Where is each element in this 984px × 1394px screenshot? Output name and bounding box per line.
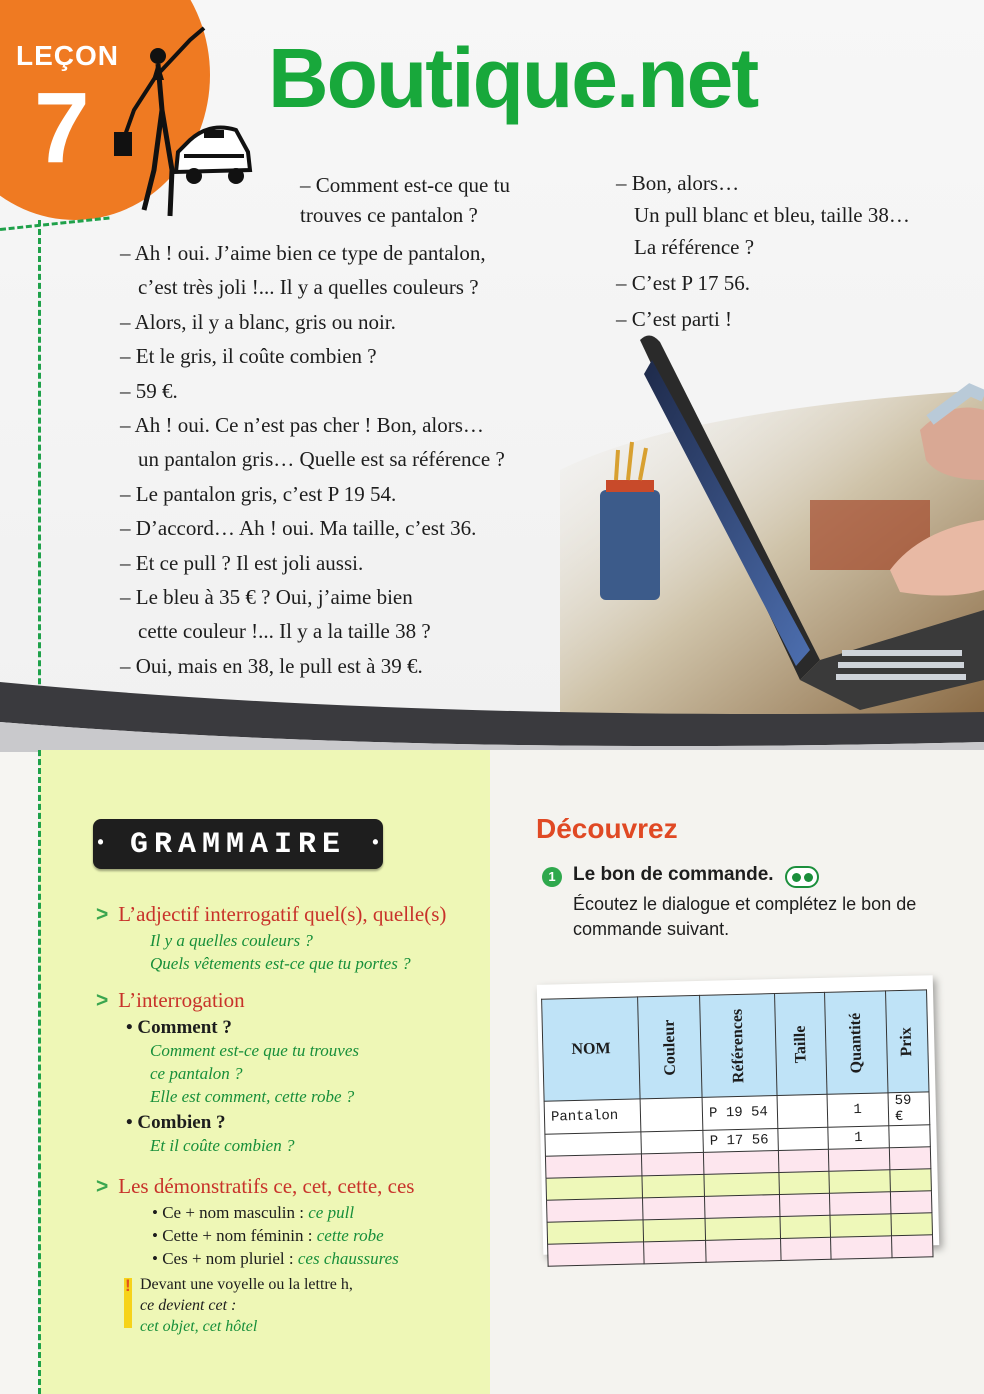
- table-row: Pantalon P 19 54 1 59 €: [544, 1092, 930, 1134]
- grammar-rule: • Cette + nom féminin : cette robe: [152, 1226, 384, 1245]
- grammar-example: Quels vêtements est-ce que tu portes ?: [150, 954, 411, 973]
- dialogue-line: – Le bleu à 35 € ? Oui, j’aime bien: [120, 585, 413, 610]
- grammar-section-demonstratifs: [96, 1174, 414, 1270]
- grammar-rule: • Ce + nom masculin : ce pull: [152, 1203, 355, 1222]
- grammar-example: Comment est-ce que tu trouves: [150, 1041, 359, 1060]
- audio-cd-icon: [785, 866, 819, 888]
- dialogue-line: – Et ce pull ? Il est joli aussi.: [120, 550, 364, 575]
- grammar-example: Il y a quelles couleurs ?: [150, 931, 313, 950]
- lesson-label: LEÇON: [16, 40, 119, 71]
- dialogue-line: – Bon, alors…: [616, 171, 740, 195]
- grammar-heading: > L’interrogation: [96, 988, 245, 1012]
- dialogue-line: trouves ce pantalon ?: [300, 203, 478, 227]
- dialogue-line: – D’accord… Ah ! oui. Ma taille, c’est 36.: [120, 516, 477, 541]
- grammar-badge: • GRAMMAIRE •: [93, 819, 383, 869]
- column-header-taille: Taille: [775, 992, 827, 1095]
- grammar-example: ce pantalon ?: [150, 1064, 243, 1083]
- grammar-heading: > Les démonstratifs ce, cet, cette, ces: [96, 1174, 415, 1198]
- discover-title: Découvrez: [536, 813, 678, 844]
- grammar-example: Et il coûte combien ?: [150, 1136, 295, 1155]
- grammar-subheading: • Comment ?: [126, 1017, 232, 1038]
- dialogue-line: – Alors, il y a blanc, gris ou noir.: [120, 309, 396, 334]
- activity-title: Le bon de commande.: [573, 864, 774, 885]
- column-header-prix: Prix: [885, 990, 928, 1093]
- dialogue-line: – C’est P 17 56.: [616, 271, 750, 295]
- dialogue-line: un pantalon gris… Quelle est sa référence ?: [138, 447, 505, 472]
- grammar-panel-edge: [40, 750, 90, 1394]
- grammar-subheading: • Combien ?: [126, 1112, 226, 1133]
- activity-instructions: Écoutez le dialogue et complétez le bon de commande suivant.: [573, 894, 917, 939]
- dialogue-line: – Le pantalon gris, c’est P 19 54.: [120, 481, 397, 506]
- activity-number: 1: [542, 867, 562, 887]
- order-table: [541, 989, 933, 1266]
- dialogue-line: – C’est parti !: [616, 307, 733, 331]
- laptop-photo: [560, 330, 984, 720]
- grammar-section-quel: [96, 902, 446, 975]
- dialogue-line: – Ah ! oui. Ce n’est pas cher ! Bon, alors…: [120, 413, 484, 438]
- dialogue-line: c’est très joli !... Il y a quelles couleurs ?: [138, 275, 479, 300]
- dialogue-line: – 59 €.: [120, 378, 178, 403]
- page-title: Boutique.net: [268, 31, 758, 125]
- column-header-nom: NOM: [542, 997, 641, 1101]
- order-form: [537, 975, 939, 1255]
- lesson-number: 7: [34, 72, 90, 184]
- column-header-couleur: Couleur: [638, 995, 702, 1098]
- dashed-divider-left-lower: [38, 750, 41, 1394]
- grammar-example: Elle est comment, cette robe ?: [150, 1087, 355, 1106]
- dialogue-main: [120, 236, 505, 683]
- dialogue-line: – Oui, mais en 38, le pull est à 39 €.: [120, 653, 423, 678]
- grammar-section-interrogation: [96, 988, 359, 1157]
- warning-icon: !: [125, 1276, 131, 1295]
- table-row: P 17 56 1: [545, 1125, 930, 1156]
- dialogue-line: cette couleur !... Il y a la taille 38 ?: [138, 619, 431, 644]
- column-header-quantite: Quantité: [824, 991, 888, 1094]
- grammar-heading: > L’adjectif interrogatif quel(s), quelle(s): [96, 902, 447, 926]
- grammar-rule: • Ces + nom pluriel : ces chaussures: [152, 1249, 399, 1268]
- dialogue-line: – Et le gris, il coûte combien ?: [120, 344, 377, 369]
- dialogue-line: La référence ?: [634, 235, 755, 259]
- dialogue-line: Un pull blanc et bleu, taille 38…: [634, 203, 910, 227]
- dialogue-left: [300, 170, 510, 230]
- dialogue-right: [616, 167, 910, 335]
- dialogue-line: – Ah ! oui. J’aime bien ce type de pantalon,: [120, 241, 486, 265]
- grammar-note: Devant une voyelle ou la lettre h, ce devient cet : cet objet, cet hôtel: [140, 1276, 353, 1335]
- section-divider-band: [0, 682, 984, 752]
- figure-taxi-illustration: [100, 20, 260, 220]
- dialogue-line: – Comment est-ce que tu: [300, 173, 510, 197]
- grammar-badge-label: GRAMMAIRE: [129, 827, 347, 862]
- column-header-references: Références: [700, 994, 778, 1098]
